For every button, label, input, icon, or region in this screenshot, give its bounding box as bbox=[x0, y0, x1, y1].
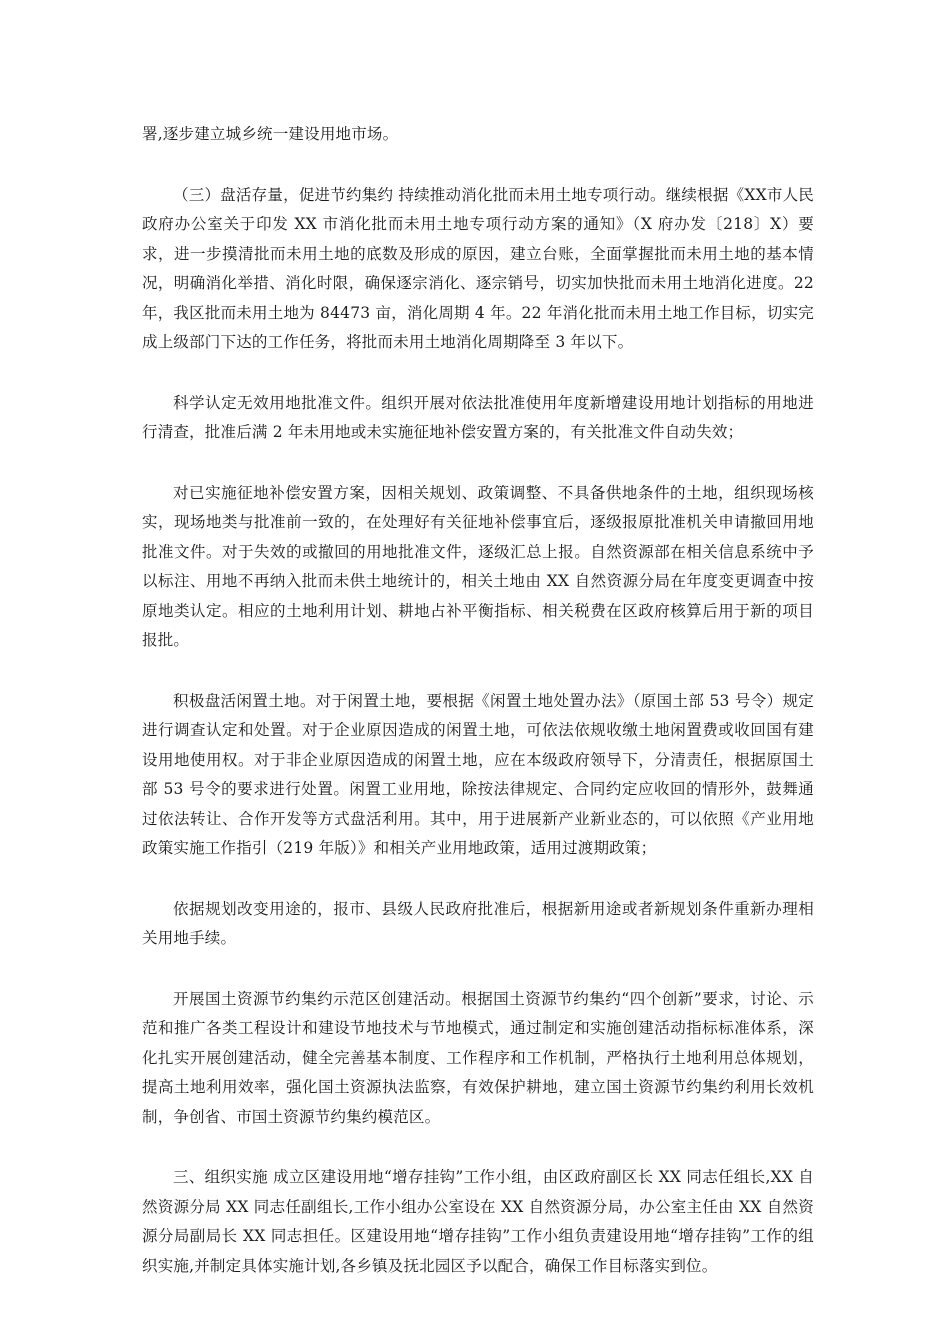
paragraph-continuation: 署,逐步建立城乡统一建设用地市场。 bbox=[142, 125, 399, 143]
paragraph-change-use: 依据规划改变用途的，报市、县级人民政府批准后，根据新用途或者新规划条件重新办理相关用地手续。 bbox=[142, 899, 814, 947]
paragraph-organization: 三、组织实施 成立区建设用地“增存挂钩”工作小组，由区政府副区长 XX 同志任组长,XX 自然资源分局 XX 同志任副组长,工作小组办公室设在 XX 自然资源分局，办公室主任由 XX 自然资源分局副局长 XX 同志担任。区建设用地“增存挂钩”工作小组负责建设用地“增存挂钩”工作的组织实施,并制定具体实施计划,各乡镇及抚北园区予以配合，确保工作目标落实到位。 bbox=[142, 1168, 814, 1275]
paragraph-demonstration-zone: 开展国土资源节约集约示范区创建活动。根据国土资源节约集约“四个创新”要求，讨论、示范和推广各类工程设计和建设节地技术与节地模式，通过制定和实施创建活动指标标准体系，深化扎实开展创建活动，健全完善基本制度、工作程序和工作机制，严格执行土地利用总体规划，提高土地利用效率，强化国土资源执法监察，有效保护耕地，建立国土资源节约集约利用长效机制，争创省、市国土资源节约集约模范区。 bbox=[142, 989, 814, 1126]
paragraph-withdraw-approval: 对已实施征地补偿安置方案，因相关规划、政策调整、不具备供地条件的土地，组织现场核实，现场地类与批准前一致的，在处理好有关征地补偿事宜后，逐级报原批准机关申请撤回用地批准文件。对于失效的或撤回的用地批准文件，逐级汇总上报。自然资源部在相关信息系统中予以标注、用地不再纳入批而未供土地统计的，相关土地由 XX 自然资源分局在年度变更调查中按原地类认定。相应的土地利用计划、耕地占补平衡指标、相关税费在区政府核算后用于新的项目报批。 bbox=[142, 483, 814, 649]
paragraph-idle-land: 积极盘活闲置土地。对于闲置土地，要根据《闲置土地处置办法》（原国土部 53 号令）规定进行调查认定和处置。对于企业原因造成的闲置土地，可依法依规收缴土地闲置费或收回国有建设用地使用权。对于非企业原因造成的闲置土地，应在本级政府领导下，分清责任，根据原国土部 53 号令的要求进行处置。闲置工业用地，除按法律规定、合同约定应收回的情形外，鼓舞通过依法转让、合作开发等方式盘活利用。其中，用于进展新产业新业态的，可以依照《产业用地政策实施工作指引（219 年版）》和相关产业用地政策，适用过渡期政策； bbox=[142, 691, 814, 857]
paragraph-invalid-approval: 科学认定无效用地批准文件。组织开展对依法批准使用年度新增建设用地计划指标的用地进行清查，批准后满 2 年未用地或未实施征地补偿安置方案的，有关批准文件自动失效； bbox=[142, 393, 814, 441]
document-body bbox=[142, 120, 814, 1312]
paragraph-revitalize-stock: （三）盘活存量，促进节约集约 持续推动消化批而未用土地专项行动。继续根据《XX市人民政府办公室关于印发 XX 市消化批而未用土地专项行动方案的通知》（X 府办发〔218〕X）要求，进一步摸清批而未用土地的底数及形成的原因，建立台账，全面掌握批而未用土地的基本情况，明确消化举措、消化时限，确保逐宗消化、逐宗销号，切实加快批而未用土地消化进度。22 年，我区批而未用土地为 84473 亩，消化周期 4 年。22 年消化批而未用土地工作目标，切实完成上级部门下达的工作任务，将批而未用土地消化周期降至 3 年以下。 bbox=[142, 185, 814, 351]
